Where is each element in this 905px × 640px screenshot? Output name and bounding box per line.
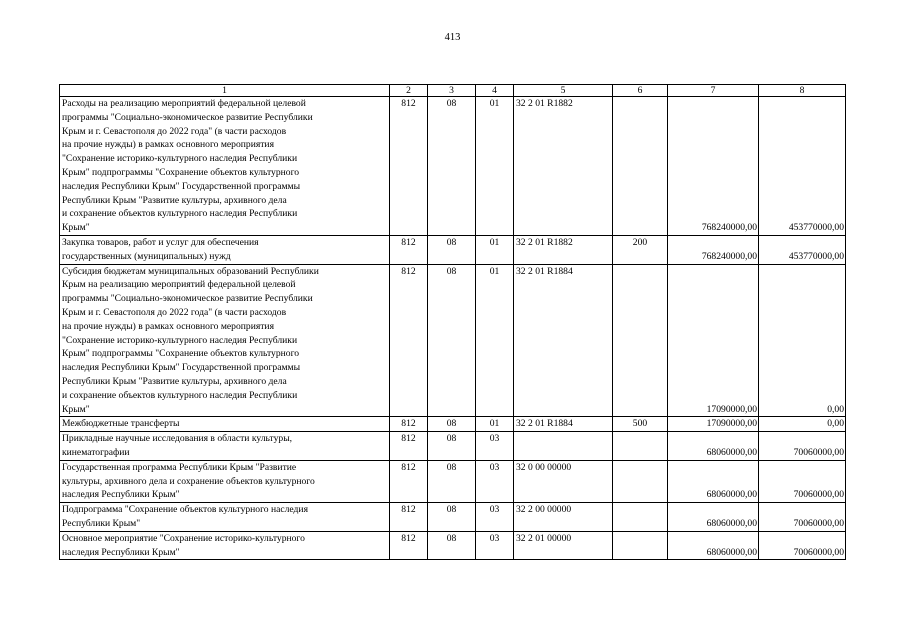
subsection-code: 03: [476, 460, 514, 502]
section-code: 08: [428, 264, 476, 417]
target-article-code: 32 2 00 00000: [514, 503, 613, 532]
expense-type-code: [613, 432, 668, 461]
section-code: 08: [428, 97, 476, 236]
target-article-code: 32 0 00 00000: [514, 460, 613, 502]
target-article-code: 32 2 01 R1882: [514, 97, 613, 236]
description-line: программы "Социально-экономическое развитие Республики: [62, 293, 313, 305]
ministry-code: 812: [390, 235, 428, 264]
description-line: Подпрограмма "Сохранение объектов культурного наследия: [62, 504, 308, 516]
section-code: 08: [428, 432, 476, 461]
target-article-code: [514, 432, 613, 461]
amount-col8: 70060000,00: [759, 503, 846, 532]
ministry-code: 812: [390, 460, 428, 502]
expense-type-code: 500: [613, 417, 668, 432]
expense-type-code: [613, 97, 668, 236]
subsection-code: 01: [476, 417, 514, 432]
description-line: государственных (муниципальных) нужд: [62, 250, 231, 262]
description-line: Республики Крым": [62, 517, 141, 529]
column-header: 6: [613, 85, 668, 97]
description-line: Прикладные научные исследования в области культуры,: [62, 433, 293, 445]
description-line: и сохранение объектов культурного наследия Республики: [62, 208, 298, 220]
column-header: 8: [759, 85, 846, 97]
column-header: 1: [60, 85, 390, 97]
row-description: [60, 235, 390, 264]
amount-col7: 768240000,00: [668, 97, 759, 236]
section-code: 08: [428, 460, 476, 502]
amount-col8: 0,00: [759, 417, 846, 432]
table-row: [60, 460, 846, 502]
description-line: Крым": [62, 403, 90, 415]
description-line: Закупка товаров, работ и услуг для обеспечения: [62, 236, 259, 248]
target-article-code: 32 2 01 R1884: [514, 264, 613, 417]
description-line: Расходы на реализацию мероприятий федеральной целевой: [62, 98, 306, 109]
description-line: культуры, архивного дела и сохранение объектов культурного: [62, 475, 315, 487]
description-line: и сохранение объектов культурного наследия Республики: [62, 389, 298, 401]
ministry-code: 812: [390, 417, 428, 432]
amount-col7: 17090000,00: [668, 417, 759, 432]
subsection-code: 03: [476, 531, 514, 560]
expense-type-code: [613, 460, 668, 502]
description-line: программы "Социально-экономическое развитие Республики: [62, 111, 313, 123]
expense-type-code: 200: [613, 235, 668, 264]
table-row: [60, 503, 846, 532]
description-line: Крым и г. Севастополя до 2022 года" (в части расходов: [62, 306, 287, 318]
description-line: "Сохранение историко-культурного наследия Республики: [62, 153, 298, 165]
row-description: [60, 531, 390, 560]
amount-col7: 68060000,00: [668, 503, 759, 532]
subsection-code: 01: [476, 97, 514, 236]
amount-col8: 70060000,00: [759, 460, 846, 502]
description-line: Крым" подпрограммы "Сохранение объектов культурного: [62, 348, 300, 360]
amount-col8: 453770000,00: [759, 97, 846, 236]
table-row: [60, 432, 846, 461]
column-header: 5: [514, 85, 613, 97]
section-code: 08: [428, 235, 476, 264]
row-description: [60, 432, 390, 461]
description-line: наследия Республики Крым": [62, 489, 180, 501]
column-header: 7: [668, 85, 759, 97]
row-description: [60, 264, 390, 417]
row-description: [60, 460, 390, 502]
ministry-code: 812: [390, 531, 428, 560]
subsection-code: 01: [476, 235, 514, 264]
expense-type-code: [613, 531, 668, 560]
table-row: [60, 264, 846, 417]
amount-col7: 68060000,00: [668, 432, 759, 461]
section-code: 08: [428, 503, 476, 532]
amount-col7: 68060000,00: [668, 460, 759, 502]
description-line: Республики Крым "Развитие культуры, архивного дела: [62, 375, 287, 387]
ministry-code: 812: [390, 264, 428, 417]
table-row: [60, 417, 846, 432]
description-line: "Сохранение историко-культурного наследия Республики: [62, 334, 298, 346]
row-description: [60, 97, 390, 236]
description-line: Республики Крым "Развитие культуры, архивного дела: [62, 194, 287, 206]
ministry-code: 812: [390, 432, 428, 461]
table-row: [60, 97, 846, 236]
description-line: Субсидия бюджетам муниципальных образований Республики: [62, 265, 319, 277]
ministry-code: 812: [390, 97, 428, 236]
description-line: наследия Республики Крым": [62, 546, 180, 558]
amount-col8: 0,00: [759, 264, 846, 417]
ministry-code: 812: [390, 503, 428, 532]
page-number: 413: [444, 32, 461, 43]
section-code: 08: [428, 531, 476, 560]
expense-type-code: [613, 264, 668, 417]
expense-type-code: [613, 503, 668, 532]
description-line: Крым": [62, 222, 90, 234]
target-article-code: 32 2 01 R1884: [514, 417, 613, 432]
column-header: 4: [476, 85, 514, 97]
description-line: наследия Республики Крым" Государственной программы: [62, 362, 301, 374]
table-row: [60, 235, 846, 264]
description-line: Крым на реализацию мероприятий федеральной целевой: [62, 279, 296, 291]
table-header-row: [60, 85, 846, 97]
description-line: на прочие нужды) в рамках основного мероприятия: [62, 320, 274, 332]
row-description: [60, 503, 390, 532]
amount-col8: 70060000,00: [759, 531, 846, 560]
amount-col8: 70060000,00: [759, 432, 846, 461]
target-article-code: 32 2 01 R1882: [514, 235, 613, 264]
subsection-code: 03: [476, 432, 514, 461]
description-line: Основное мероприятие "Сохранение историко-культурного: [62, 532, 305, 544]
description-line: Межбюджетные трансферты: [62, 418, 180, 430]
description-line: кинематографии: [62, 446, 130, 458]
amount-col8: 453770000,00: [759, 235, 846, 264]
description-line: Государственная программа Республики Крым "Развитие: [62, 461, 297, 473]
amount-col7: 68060000,00: [668, 531, 759, 560]
description-line: Крым и г. Севастополя до 2022 года" (в части расходов: [62, 125, 287, 137]
description-line: Крым" подпрограммы "Сохранение объектов культурного: [62, 166, 300, 178]
budget-table: [59, 84, 846, 560]
table-row: [60, 531, 846, 560]
description-line: наследия Республики Крым" Государственной программы: [62, 180, 301, 192]
column-header: 3: [428, 85, 476, 97]
subsection-code: 01: [476, 264, 514, 417]
amount-col7: 17090000,00: [668, 264, 759, 417]
amount-col7: 768240000,00: [668, 235, 759, 264]
target-article-code: 32 2 01 00000: [514, 531, 613, 560]
subsection-code: 03: [476, 503, 514, 532]
row-description: [60, 417, 390, 432]
column-header: 2: [390, 85, 428, 97]
description-line: на прочие нужды) в рамках основного мероприятия: [62, 139, 274, 151]
section-code: 08: [428, 417, 476, 432]
